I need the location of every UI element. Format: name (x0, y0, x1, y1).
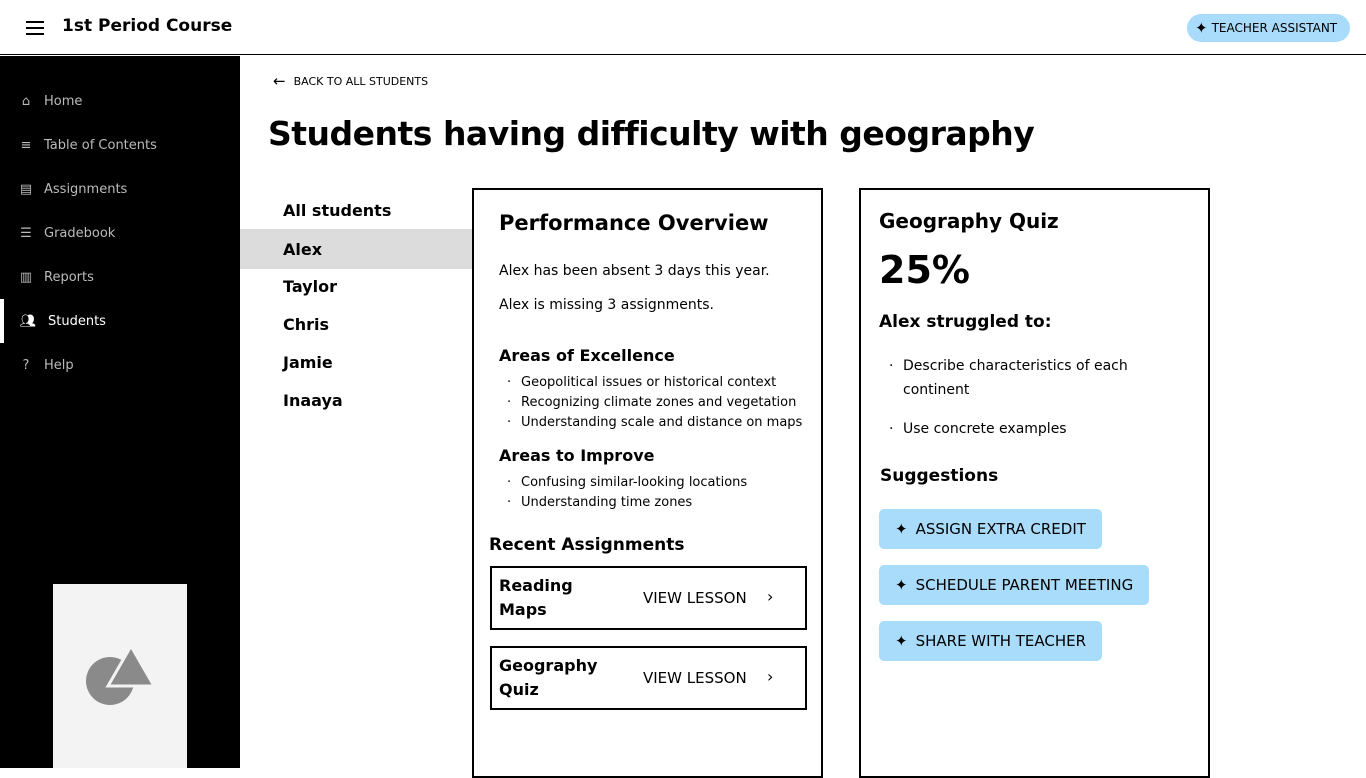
nav-label: Reports (44, 269, 94, 285)
list-item: · Understanding scale and distance on maps (501, 413, 802, 433)
sidebar-item-table-of-contents[interactable] (0, 123, 240, 167)
sparkle-icon: ✦ (895, 632, 908, 650)
view-lesson-button[interactable]: VIEW LESSON (643, 589, 747, 607)
student-alex[interactable]: Alex (240, 229, 472, 269)
reports-icon: ▥ (19, 269, 33, 285)
assignment-reading-maps[interactable] (490, 566, 807, 630)
back-label: BACK TO ALL STUDENTS (293, 74, 429, 88)
list-item: · Confusing similar-looking locations (501, 473, 747, 493)
assignment-name: Reading Maps (499, 576, 573, 619)
arrow-left-icon: ← (273, 72, 286, 90)
nav-label: Help (44, 357, 74, 373)
nav-label: Assignments (44, 181, 128, 197)
list-item: · Use concrete examples (883, 417, 1173, 441)
struggled-title: Alex struggled to: (879, 312, 1052, 332)
list-item: · Geopolitical issues or historical context (501, 373, 802, 393)
share-with-teacher-button[interactable] (879, 621, 1102, 661)
nav-label: Table of Contents (44, 137, 157, 153)
chevron-right-icon: › (767, 587, 774, 606)
schedule-parent-meeting-button[interactable] (879, 565, 1149, 605)
sparkle-icon: ✦ (1195, 19, 1208, 37)
gradebook-icon: ☰ (20, 225, 32, 241)
teacher-assistant-button[interactable] (1187, 14, 1350, 42)
sparkle-icon: ✦ (895, 520, 908, 538)
geography-quiz-card (859, 188, 1210, 778)
menu-icon[interactable] (26, 21, 44, 35)
struggled-list (883, 354, 1173, 441)
performance-overview-card (472, 188, 823, 778)
quiz-title: Geography Quiz (879, 209, 1059, 233)
shapes-logo-icon (53, 584, 187, 768)
improve-list (501, 473, 747, 513)
quiz-score: 25% (879, 248, 970, 292)
sidebar-item-students[interactable] (0, 299, 240, 343)
sidebar (0, 56, 240, 768)
sidebar-item-reports[interactable] (0, 255, 240, 299)
sparkle-icon: ✦ (895, 576, 908, 594)
view-lesson-button[interactable]: VIEW LESSON (643, 669, 747, 687)
nav-label: Home (44, 93, 83, 109)
help-icon: ? (22, 357, 30, 373)
nav-label: Gradebook (44, 225, 116, 241)
assignment-geography-quiz[interactable] (490, 646, 807, 710)
student-taylor[interactable]: Taylor (283, 276, 337, 296)
page-title: Students having difficulty with geography (268, 114, 1035, 153)
teacher-assistant-label: TEACHER ASSISTANT (1211, 21, 1338, 35)
excellence-title: Areas of Excellence (499, 346, 675, 365)
assignment-name: Geography Quiz (499, 656, 598, 699)
course-title: 1st Period Course (62, 16, 233, 36)
absent-text: Alex has been absent 3 days this year. (499, 263, 770, 279)
sidebar-item-help[interactable] (0, 343, 240, 387)
excellence-list (501, 373, 802, 433)
button-label: ASSIGN EXTRA CREDIT (915, 520, 1086, 538)
logo (53, 584, 187, 768)
improve-title: Areas to Improve (499, 446, 655, 465)
student-jamie[interactable]: Jamie (283, 352, 333, 372)
recent-title: Recent Assignments (489, 535, 685, 555)
overview-title: Performance Overview (499, 211, 769, 235)
missing-text: Alex is missing 3 assignments. (499, 297, 714, 313)
button-label: SHARE WITH TEACHER (915, 632, 1087, 650)
sidebar-item-gradebook[interactable] (0, 211, 240, 255)
assign-extra-credit-button[interactable] (879, 509, 1102, 549)
student-chris[interactable]: Chris (283, 314, 330, 334)
suggestions-title: Suggestions (880, 466, 999, 486)
list-item: · Understanding time zones (501, 493, 747, 513)
clipboard-icon: ▤ (19, 181, 33, 197)
sidebar-item-assignments[interactable] (0, 167, 240, 211)
chevron-right-icon: › (767, 667, 774, 686)
nav-label: Students (48, 313, 106, 329)
home-icon: ⌂ (21, 93, 31, 109)
list-item: · Describe characteristics of each continent (883, 354, 1173, 402)
button-label: SCHEDULE PARENT MEETING (915, 576, 1134, 594)
people-icon: 👥︎ (19, 313, 37, 329)
student-all[interactable]: All students (283, 200, 392, 220)
student-inaaya[interactable]: Inaaya (283, 390, 343, 410)
sidebar-item-home[interactable] (0, 79, 240, 123)
top-bar (0, 0, 1366, 55)
list-icon: ≡ (20, 137, 32, 153)
list-item: · Recognizing climate zones and vegetation (501, 393, 802, 413)
back-link[interactable] (273, 72, 428, 90)
